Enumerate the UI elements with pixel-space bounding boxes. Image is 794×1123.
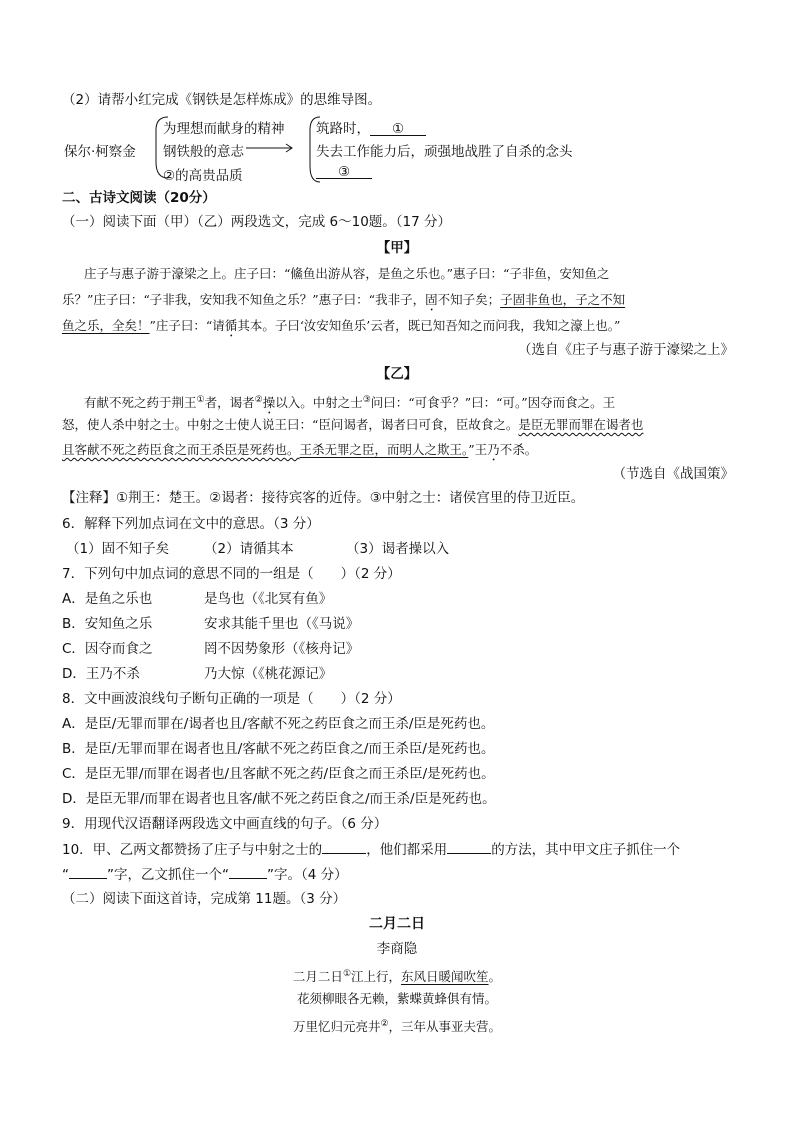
jia-source: （选自《庄子与惠子游于濠梁之上》 [518, 342, 734, 358]
q8-stem: 8．文中画波浪线句子断句正确的一项是（ ）（2 分） [62, 691, 401, 707]
mindmap-right-1: 筑路时， ① [316, 117, 426, 137]
q8-option-c[interactable]: C．是臣无罪/而罪在谒者也/且客献不死之药/臣食之而王杀臣/是死药也。 [62, 766, 495, 782]
mindmap-left-1: 为理想而献身的精神 [163, 121, 285, 137]
dotted-xun: 循 [224, 318, 238, 333]
q6-item-2: （2）请循其本 [204, 541, 294, 557]
q2-intro: （2）请帮小红完成《钢铁是怎样炼成》的思维导图。 [62, 92, 382, 108]
blank-3[interactable]: ③ [316, 164, 372, 179]
q7-option-d[interactable]: D．王乃不杀 乃大惊（《桃花源记》 [62, 666, 333, 682]
part2-intro: （二）阅读下面这首诗，完成第 11题。（3 分） [62, 891, 347, 907]
poem-line-2: 花须柳眼各无赖，紫蝶黄蜂俱有情。 [296, 991, 497, 1006]
q7-option-b[interactable]: B．安知鱼之乐 安求其能千里也（《马说》 [62, 616, 360, 632]
dotted-cao: 操 [262, 395, 276, 411]
underlined-poem: 东风日暖闻吹笙 [401, 969, 489, 985]
q10-blank-2[interactable] [447, 839, 491, 854]
mindmap-root: 保尔·柯察金 [64, 144, 136, 160]
mindmap-left-3: ②的高贵品质 [163, 168, 243, 184]
q9-stem: 9．用现代汉语翻译两段选文中画直线的句子。（6 分） [62, 816, 388, 832]
q10-line-2: “ ”字，乙文抓住一个“ ”字。（4 分） [62, 864, 734, 885]
wavy-yi-2: 且客献不死之药臣食之而王杀臣是死药也。 [62, 442, 300, 457]
section2-title: 二、古诗文阅读（20分） [62, 190, 216, 206]
mindmap-lines [0, 0, 794, 200]
part1-intro: （一）阅读下面（甲）（乙）两段选文，完成 6～10题。（17 分） [62, 214, 452, 230]
q10-line-1: 10．甲、乙两文都赞扬了庄子与中射之士的 ，他们都采用 的方法，其中甲文庄子抓住一个 [62, 839, 734, 860]
mindmap-right-2: 失去工作能力后，顽强地战胜了自杀的念头 [316, 144, 573, 160]
yi-title: 【乙】 [376, 366, 418, 382]
yi-line-3: 且客献不死之药臣食之而王杀臣是死药也。王杀无罪之臣，而明人之欺王。”王乃不杀。 [62, 442, 538, 457]
poem-line-3: 万里忆归元亮井②，三年从事亚夫营。 [292, 1019, 502, 1035]
q7-stem: 7．下列句中加点词的意思不同的一组是（ ）（2 分） [62, 566, 401, 582]
poem-line-1: 二月二日①江上行，东风日暖闻吹笙。 [292, 969, 502, 985]
q7-option-c[interactable]: C．因夺而食之 罔不因势象形（《核舟记》 [62, 641, 360, 657]
q8-option-d[interactable]: D．是臣无罪/而罪在谒者也且客/献不死之药臣食之/而王杀/臣是死药也。 [62, 791, 496, 807]
yi-source: （节选自《战国策》 [612, 466, 734, 482]
wavy-yi-1: 是臣无罪而罪在谒者也 [518, 417, 644, 432]
underlined-jia-2: 鱼之乐，全矣！ [62, 318, 150, 333]
poem-author: 李商隐 [376, 941, 418, 957]
q6-stem: 6．解释下列加点词在文中的意思。（3 分） [62, 516, 320, 532]
q8-option-b[interactable]: B．是臣/无罪而罪在谒者也且/客献不死之药臣食之/而王杀臣/是死药也。 [62, 741, 495, 757]
q6-item-3: （3）谒者操以入 [346, 541, 450, 557]
jia-line-3: 鱼之乐，全矣！”庄子曰：“请循其本。子曰‘汝安知鱼乐’云者，既已知吾知之而问我，我知之濠上也。” [62, 318, 621, 333]
underlined-yi: 王杀无罪之臣，而明人之欺王。 [299, 442, 469, 457]
q6-item-1: （1）固不知子矣 [66, 541, 170, 557]
q10-blank-3[interactable] [69, 864, 107, 879]
poem-title: 二月二日 [369, 916, 425, 932]
q10-blank-1[interactable] [322, 839, 366, 854]
jia-line-1: 庄子与惠子游于濠梁之上。庄子曰：“鯈鱼出游从容，是鱼之乐也。”惠子曰：“子非鱼，安知鱼之 [84, 266, 610, 281]
dotted-nai: 乃 [487, 442, 500, 457]
dotted-gu: 固 [425, 292, 438, 307]
q8-option-a[interactable]: A．是臣/无罪而罪在/谒者也且/客献不死之药臣食之而王杀/臣是死药也。 [62, 716, 495, 732]
underlined-jia-1: 子固非鱼也，子之不知 [500, 292, 626, 307]
q7-option-a[interactable]: A．是鱼之乐也 是鸟也（《北冥有鱼》 [62, 591, 333, 607]
yi-line-2: 怒，使人杀中射之士。中射之士使人说王曰：“臣问谒者，谒者曰可食，臣故食之。是臣无罪而罪在谒者也 [62, 417, 644, 432]
mindmap-right-3 [316, 164, 372, 180]
jia-title: 【甲】 [376, 240, 418, 256]
notes: 【注释】①荆王：楚王。②谒者：接待宾客的近侍。③中射之士：诸侯宫里的侍卫近臣。 [62, 490, 585, 506]
mindmap-left-2: 钢铁般的意志 [163, 144, 244, 160]
blank-1[interactable]: ① [370, 121, 426, 136]
yi-line-1: 有献不死之药于荆王①者，谒者②操以入。中射之士③问曰：“可食乎？”曰：“可。”因夺而食之。王 [84, 395, 616, 411]
q10-blank-4[interactable] [229, 864, 267, 879]
jia-line-2: 乐？”庄子曰：“子非我，安知我不知鱼之乐？”惠子曰：“我非子，固不知子矣；子固非鱼也，子之不知 [62, 292, 626, 307]
